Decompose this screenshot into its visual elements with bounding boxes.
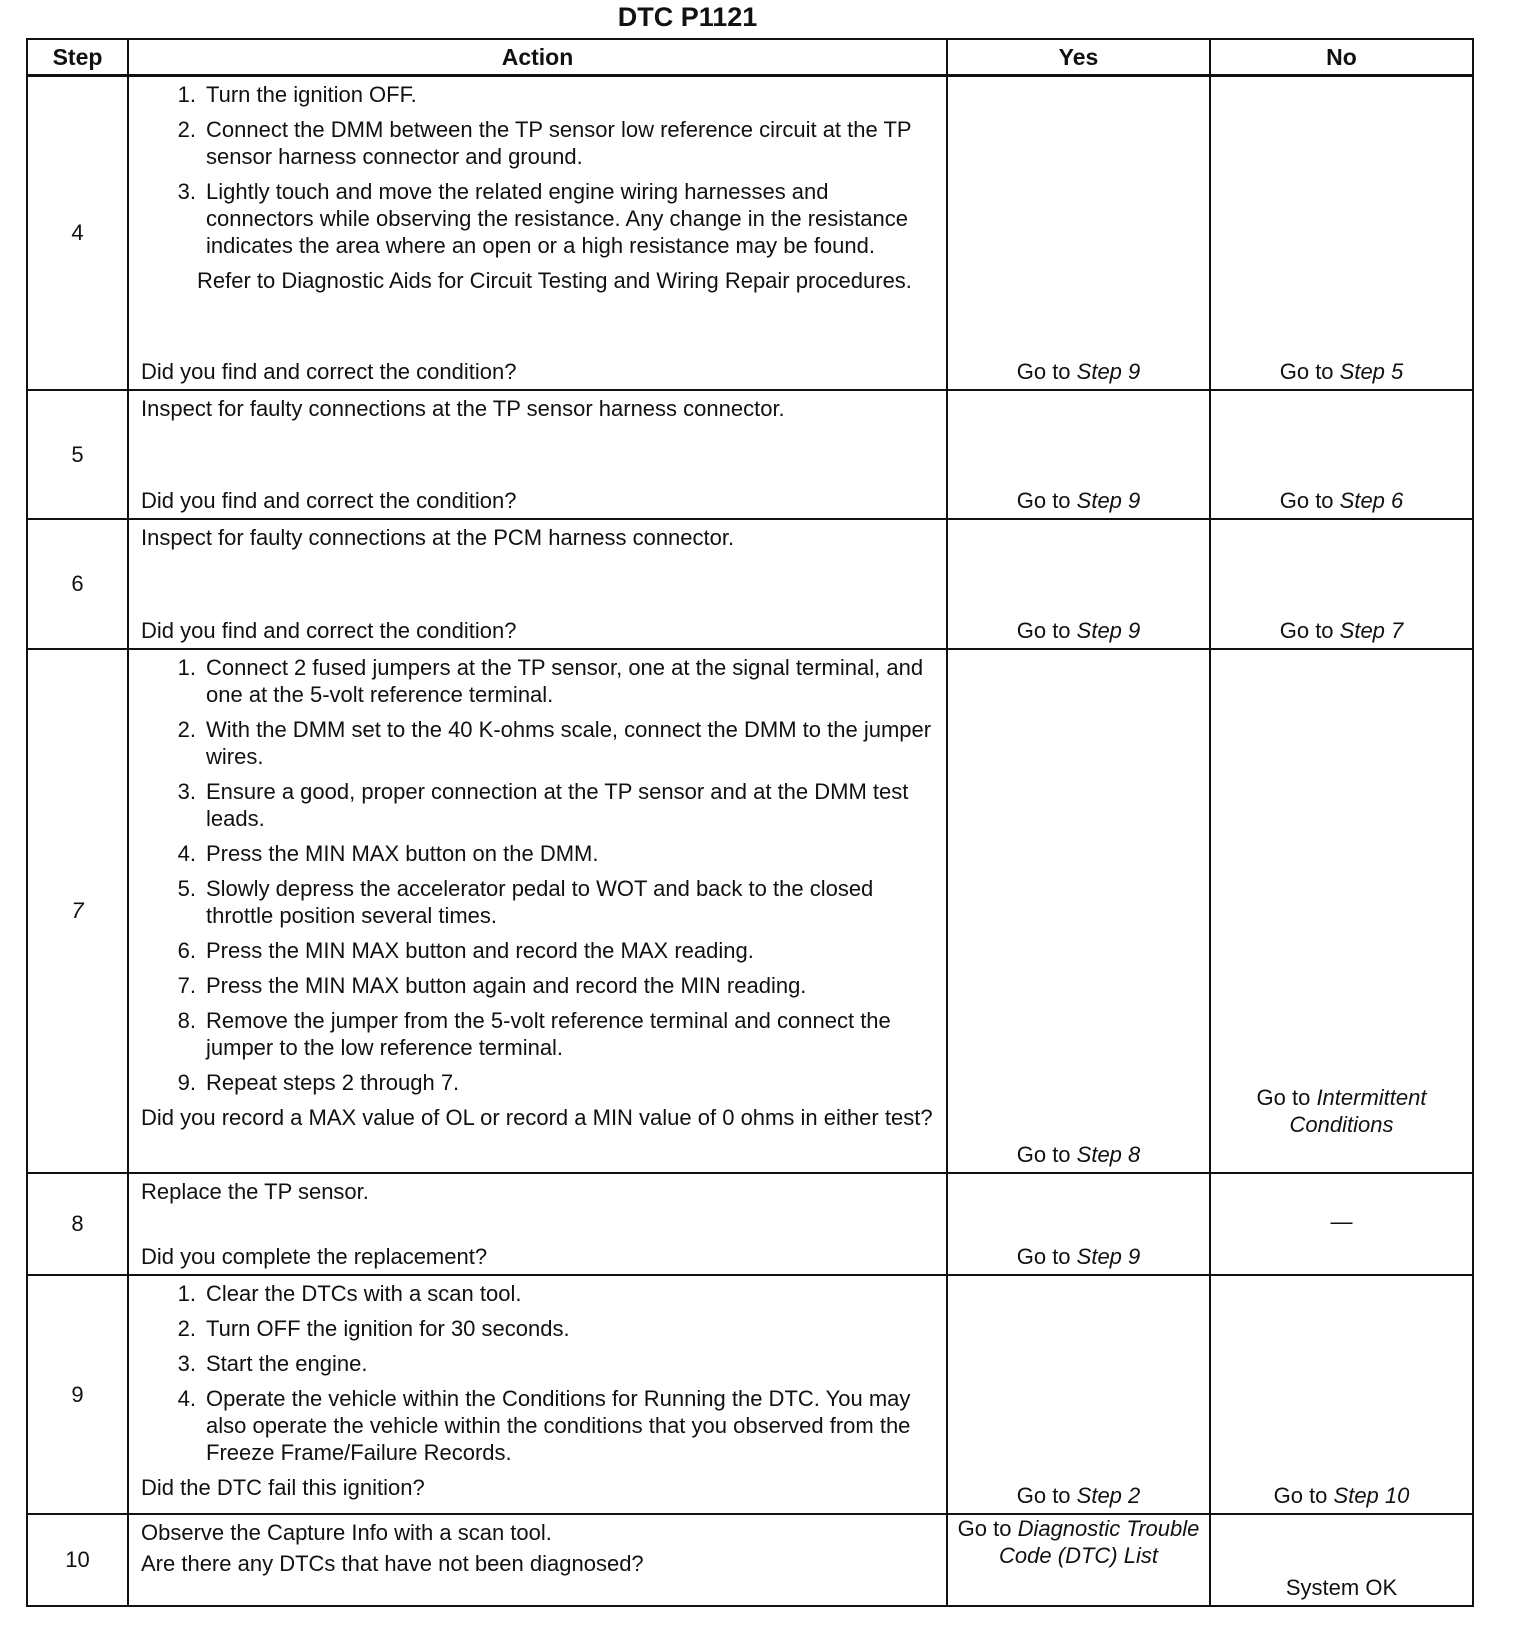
action-step bbox=[141, 654, 936, 708]
answer-prefix: Go to bbox=[957, 1515, 1018, 1541]
action-step bbox=[141, 840, 936, 867]
step-text: Turn the ignition OFF. bbox=[206, 82, 417, 107]
answer-target[interactable]: Step 7 bbox=[1339, 617, 1404, 643]
action-text: Replace the TP sensor. bbox=[141, 1178, 369, 1204]
step-number: 7 bbox=[27, 649, 128, 1173]
step-index: 1. bbox=[177, 1280, 196, 1306]
header-action: Action bbox=[128, 39, 947, 76]
answer-no bbox=[1210, 1514, 1473, 1606]
action-cell bbox=[128, 1275, 947, 1514]
answer-prefix: Go to bbox=[1279, 358, 1340, 384]
step-text: Clear the DTCs with a scan tool. bbox=[206, 1280, 522, 1306]
step-text: Ensure a good, proper connection at the TP sensor and at the DMM test leads. bbox=[206, 778, 909, 831]
table-row bbox=[27, 1514, 1473, 1606]
step-index: 3. bbox=[177, 1350, 196, 1376]
answer-link bbox=[1331, 1209, 1353, 1234]
action-step bbox=[141, 178, 936, 259]
answer-yes bbox=[947, 390, 1210, 519]
step-text: Lightly touch and move the related engine wiring harnesses and connectors while observing the resistance. Any change in the resistance indicates the area where an open or a high resistance may be found. bbox=[206, 179, 908, 258]
header-no: No bbox=[1210, 39, 1473, 76]
action-question: Did you complete the replacement? bbox=[141, 1243, 488, 1269]
answer-prefix: Go to bbox=[1279, 617, 1340, 643]
action-question: Did you find and correct the condition? bbox=[141, 617, 517, 643]
action-step bbox=[141, 116, 936, 170]
answer-link[interactable] bbox=[1280, 488, 1404, 513]
answer-target[interactable]: Intermittent Conditions bbox=[1289, 1084, 1427, 1137]
step-index: 2. bbox=[177, 1315, 196, 1341]
answer-target[interactable]: Step 9 bbox=[1076, 1243, 1141, 1269]
action-cell bbox=[128, 1514, 947, 1606]
action-step bbox=[141, 875, 936, 929]
answer-target[interactable]: Step 9 bbox=[1076, 487, 1141, 513]
answer-no bbox=[1210, 1173, 1473, 1275]
answer-no bbox=[1210, 519, 1473, 649]
table-row bbox=[27, 1275, 1473, 1514]
step-index: 3. bbox=[177, 179, 196, 204]
step-number: 10 bbox=[27, 1514, 128, 1606]
step-index: 2. bbox=[177, 716, 196, 742]
action-steps-list bbox=[141, 654, 936, 1096]
header-yes: Yes bbox=[947, 39, 1210, 76]
action-step bbox=[141, 1069, 936, 1096]
action-question: Are there any DTCs that have not been diagnosed? bbox=[141, 1550, 644, 1576]
action-question: Did the DTC fail this ignition? bbox=[141, 1474, 425, 1500]
table-row bbox=[27, 76, 1473, 390]
action-step bbox=[141, 1350, 936, 1377]
step-number: 5 bbox=[27, 390, 128, 519]
header-row bbox=[27, 39, 1473, 76]
step-index: 8. bbox=[177, 1007, 196, 1033]
action-question: Did you find and correct the condition? bbox=[141, 358, 517, 384]
action-steps-list bbox=[141, 1280, 936, 1466]
answer-target[interactable]: Diagnostic Trouble Code (DTC) List bbox=[999, 1515, 1200, 1568]
answer-link bbox=[1286, 1575, 1397, 1600]
answer-link[interactable] bbox=[1280, 359, 1404, 384]
diagnostic-table bbox=[26, 38, 1474, 1607]
action-step bbox=[141, 937, 936, 964]
table-row bbox=[27, 390, 1473, 519]
action-step bbox=[141, 716, 936, 770]
action-step bbox=[141, 972, 936, 999]
answer-target[interactable]: Step 8 bbox=[1076, 1141, 1141, 1167]
action-question: Did you find and correct the condition? bbox=[141, 487, 517, 513]
answer-no bbox=[1210, 76, 1473, 390]
step-number: 6 bbox=[27, 519, 128, 649]
answer-prefix: Go to bbox=[1279, 487, 1340, 513]
answer-link[interactable] bbox=[1017, 1483, 1141, 1508]
step-text: Turn OFF the ignition for 30 seconds. bbox=[206, 1315, 570, 1341]
answer-prefix: System OK bbox=[1285, 1574, 1398, 1600]
action-cell bbox=[128, 649, 947, 1173]
step-text: With the DMM set to the 40 K-ohms scale, connect the DMM to the jumper wires. bbox=[206, 716, 932, 769]
step-number: 9 bbox=[27, 1275, 128, 1514]
answer-link[interactable] bbox=[1257, 1085, 1427, 1137]
answer-link[interactable] bbox=[958, 1516, 1200, 1568]
answer-target[interactable]: Step 9 bbox=[1076, 617, 1141, 643]
answer-prefix: Go to bbox=[1016, 358, 1077, 384]
action-cell bbox=[128, 76, 947, 390]
action-step bbox=[141, 1385, 936, 1466]
action-cell bbox=[128, 519, 947, 649]
answer-link[interactable] bbox=[1017, 618, 1141, 643]
step-number: 8 bbox=[27, 1173, 128, 1275]
answer-link[interactable] bbox=[1017, 1244, 1141, 1269]
page-title: DTC P1121 bbox=[617, 2, 758, 32]
table-row bbox=[27, 1173, 1473, 1275]
step-index: 6. bbox=[177, 937, 196, 963]
answer-no bbox=[1210, 649, 1473, 1173]
answer-prefix: Go to bbox=[1016, 617, 1077, 643]
answer-yes bbox=[947, 1275, 1210, 1514]
table-row bbox=[27, 519, 1473, 649]
step-index: 3. bbox=[177, 778, 196, 804]
answer-yes bbox=[947, 1173, 1210, 1275]
step-text: Connect the DMM between the TP sensor low reference circuit at the TP sensor harness connector and ground. bbox=[206, 117, 912, 169]
step-text: Remove the jumper from the 5-volt reference terminal and connect the jumper to the low reference terminal. bbox=[206, 1007, 891, 1060]
action-text: Inspect for faulty connections at the TP sensor harness connector. bbox=[141, 395, 785, 421]
step-text: Operate the vehicle within the Conditions for Running the DTC. You may also operate the vehicle within the conditions that you observed from the Freeze Frame/Failure Records. bbox=[206, 1385, 911, 1465]
action-note: Refer to Diagnostic Aids for Circuit Testing and Wiring Repair procedures. bbox=[197, 268, 912, 293]
step-text: Press the MIN MAX button again and record the MIN reading. bbox=[206, 972, 807, 998]
header-step: Step bbox=[27, 39, 128, 76]
step-index: 1. bbox=[177, 654, 196, 680]
action-text: Observe the Capture Info with a scan tool. bbox=[141, 1519, 552, 1545]
step-index: 7. bbox=[177, 972, 196, 998]
action-cell bbox=[128, 390, 947, 519]
step-index: 4. bbox=[177, 840, 196, 866]
step-text: Press the MIN MAX button on the DMM. bbox=[206, 840, 599, 866]
action-text: Inspect for faulty connections at the PCM harness connector. bbox=[141, 524, 735, 550]
step-text: Press the MIN MAX button and record the MAX reading. bbox=[206, 937, 754, 963]
answer-yes bbox=[947, 1514, 1210, 1606]
answer-prefix: Go to bbox=[1016, 1482, 1077, 1508]
answer-prefix: — bbox=[1330, 1209, 1353, 1234]
step-index: 1. bbox=[177, 82, 196, 107]
action-cell bbox=[128, 1173, 947, 1275]
answer-prefix: Go to bbox=[1016, 487, 1077, 513]
action-step bbox=[141, 1007, 936, 1061]
answer-link[interactable] bbox=[1274, 1483, 1410, 1508]
answer-link[interactable] bbox=[1017, 488, 1141, 513]
action-step bbox=[141, 1315, 936, 1342]
step-text: Start the engine. bbox=[206, 1350, 368, 1376]
answer-prefix: Go to bbox=[1273, 1482, 1334, 1508]
step-text: Connect 2 fused jumpers at the TP sensor, one at the signal terminal, and one at the 5-volt reference terminal. bbox=[206, 654, 924, 707]
action-step bbox=[141, 1280, 936, 1307]
answer-target[interactable]: Step 2 bbox=[1076, 1482, 1141, 1508]
answer-yes bbox=[947, 76, 1210, 390]
action-step bbox=[141, 81, 936, 108]
action-steps-list bbox=[141, 81, 936, 259]
step-number: 4 bbox=[27, 76, 128, 390]
action-question: Did you record a MAX value of OL or record a MIN value of 0 ohms in either test? bbox=[141, 1104, 933, 1130]
step-text: Slowly depress the accelerator pedal to WOT and back to the closed throttle position several times. bbox=[206, 875, 874, 928]
answer-target[interactable]: Step 9 bbox=[1076, 358, 1141, 384]
answer-prefix: Go to bbox=[1016, 1141, 1077, 1167]
step-index: 5. bbox=[177, 875, 196, 901]
answer-no bbox=[1210, 390, 1473, 519]
answer-target[interactable]: Step 5 bbox=[1339, 358, 1404, 384]
answer-link[interactable] bbox=[1280, 618, 1404, 643]
answer-link[interactable] bbox=[1017, 1142, 1141, 1167]
step-index: 9. bbox=[177, 1069, 196, 1095]
answer-yes bbox=[947, 519, 1210, 649]
answer-prefix: Go to bbox=[1016, 1243, 1077, 1269]
action-step bbox=[141, 778, 936, 832]
step-index: 4. bbox=[177, 1385, 196, 1411]
step-index: 2. bbox=[177, 117, 196, 142]
answer-no bbox=[1210, 1275, 1473, 1514]
step-text: Repeat steps 2 through 7. bbox=[206, 1069, 460, 1095]
answer-link[interactable] bbox=[1017, 359, 1141, 384]
table-row bbox=[27, 649, 1473, 1173]
answer-target[interactable]: Step 6 bbox=[1339, 487, 1404, 513]
answer-prefix: Go to bbox=[1256, 1084, 1317, 1110]
answer-yes bbox=[947, 649, 1210, 1173]
answer-target[interactable]: Step 10 bbox=[1333, 1482, 1410, 1508]
